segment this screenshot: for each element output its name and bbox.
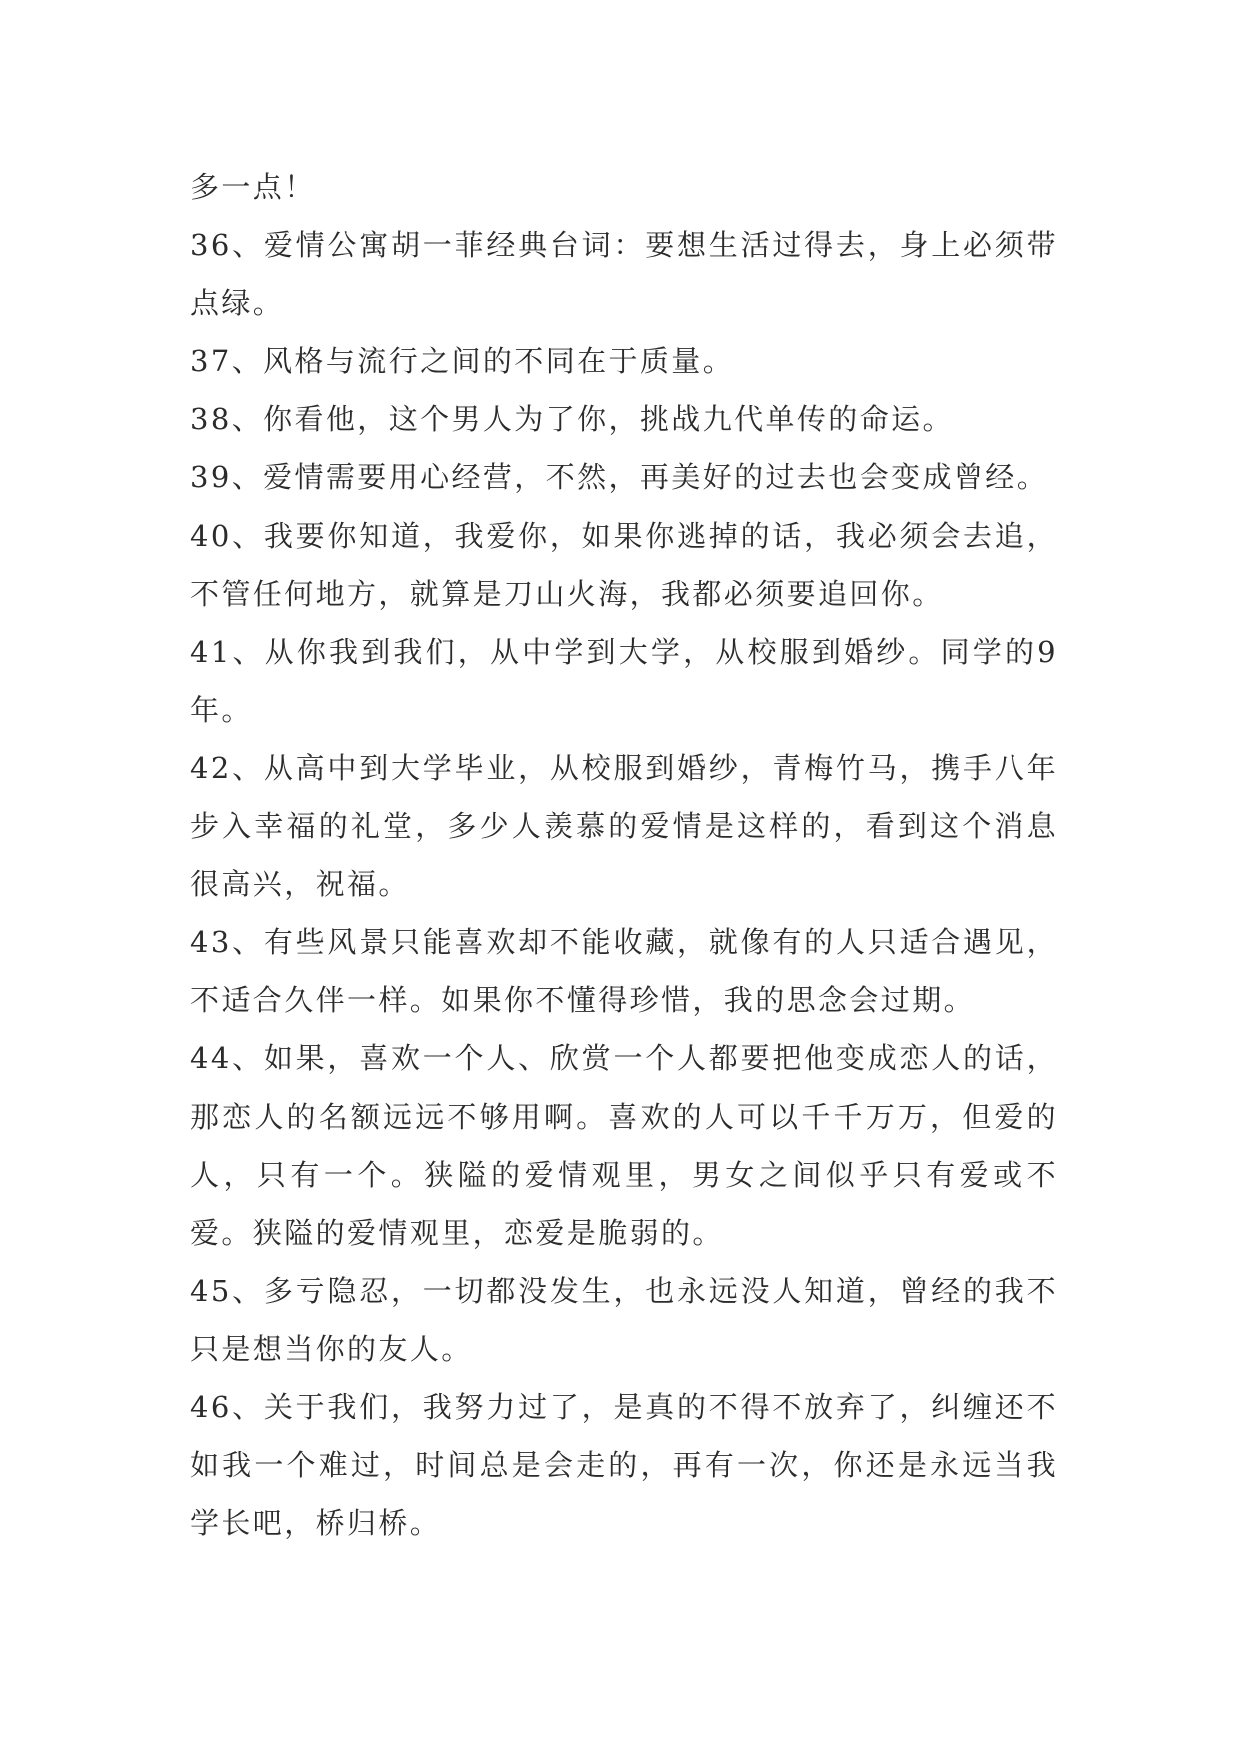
paragraph-37: 37、风格与流行之间的不同在于质量。 <box>190 344 735 379</box>
paragraph-44: 44、如果，喜欢一个人、欣赏一个人都要把他变成恋人的话，那恋人的名额远远不够用啊。喜欢的人可以千千万万，但爱的人，只有一个。狭隘的爱情观里，男女之间似乎只有爱或不爱。狭隘的爱情观里，恋爱是脆弱的。 <box>190 1041 1058 1250</box>
paragraph-36: 36、爱情公寓胡一菲经典台词：要想生活过得去，身上必须带点绿。 <box>190 228 1058 321</box>
paragraph-43: 43、有些风景只能喜欢却不能收藏，就像有的人只适合遇见，不适合久伴一样。如果你不懂得珍惜，我的思念会过期。 <box>190 925 1058 1018</box>
paragraph-45: 45、多亏隐忍，一切都没发生，也永远没人知道，曾经的我不只是想当你的友人。 <box>190 1273 1058 1366</box>
paragraph-38: 38、你看他，这个男人为了你，挑战九代单传的命运。 <box>190 402 954 437</box>
paragraph-46: 46、关于我们，我努力过了，是真的不得不放弃了，纠缠还不如我一个难过，时间总是会走的，再有一次，你还是永远当我学长吧，桥归桥。 <box>190 1389 1058 1541</box>
paragraph-39: 39、爱情需要用心经营，不然，再美好的过去也会变成曾经。 <box>190 460 1049 495</box>
paragraph-42: 42、从高中到大学毕业，从校服到婚纱，青梅竹马，携手八年步入幸福的礼堂，多少人羡慕的爱情是这样的，看到这个消息很高兴，祝福。 <box>190 750 1058 902</box>
document-body <box>190 158 1058 1552</box>
paragraph-continuation: 多一点！ <box>190 170 316 204</box>
paragraph-40: 40、我要你知道，我爱你，如果你逃掉的话，我必须会去追，不管任何地方，就算是刀山火海，我都必须要追回你。 <box>190 518 1058 611</box>
paragraph-41: 41、从你我到我们，从中学到大学，从校服到婚纱。同学的9 年。 <box>190 634 1058 727</box>
